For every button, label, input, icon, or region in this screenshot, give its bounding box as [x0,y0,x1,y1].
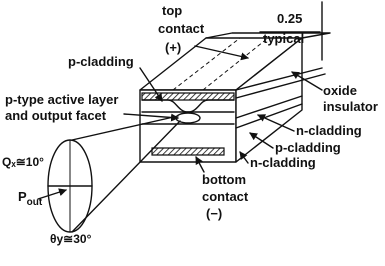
top-contact-sign: (+) [165,40,182,55]
top-contact-line2: contact [158,21,205,36]
bottom-contact-line1: bottom [202,172,247,187]
top-contact-stripe [142,93,234,100]
p-cladding-top-label: p-cladding [68,54,134,69]
active-layer-line2: and output facet [5,108,107,123]
theta-x-label: Qₓ≅10° [2,155,44,169]
p-out-sub: out [26,197,43,208]
thickness-value: 0.25 [277,11,303,26]
active-layer-line1: p-type active layer [5,92,119,107]
oxide-label-line2: insulator [323,99,378,114]
oxide-label-line1: oxide [323,83,357,98]
n-cladding-lower-label: n-cladding [250,155,316,170]
bottom-contact-stripe [152,148,224,155]
p-out-main: P [18,189,27,204]
bottom-contact-line2: contact [202,189,249,204]
bottom-contact-sign: (−) [206,206,223,221]
top-contact-line1: top [162,3,183,18]
thickness-note: typical [263,31,305,46]
n-cladding-right-label: n-cladding [296,123,362,138]
p-cladding-right-label: p-cladding [275,140,341,155]
theta-y-label: θy≅30° [50,232,92,246]
